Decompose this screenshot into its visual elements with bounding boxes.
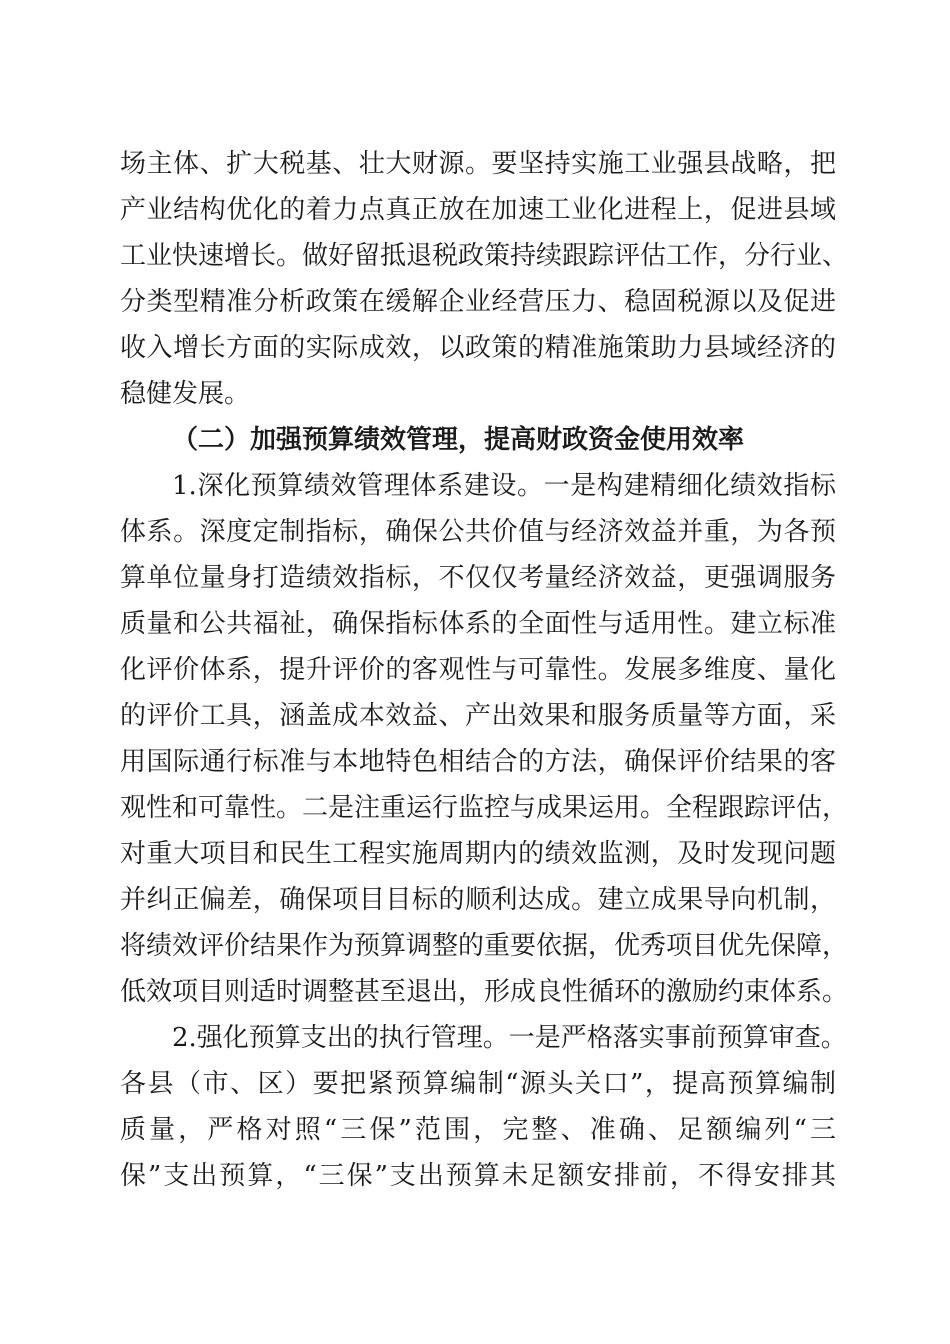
paragraph-line: 低效项目则适时调整甚至退出，形成良性循环的激励约束体系。	[120, 977, 849, 1007]
paragraph-line: 体系。深度定制指标，确保公共价值与经济效益并重，为各预	[120, 517, 836, 547]
paragraph-line: 各县（市、区）要把紧预算编制“源头关口”，提高预算编制	[120, 1069, 836, 1099]
paragraph-line: 保”支出预算，“三保”支出预算未足额安排前，不得安排其	[120, 1161, 836, 1191]
paragraph-line: 对重大项目和民生工程实施周期内的绩效监测，及时发现问题	[120, 839, 836, 869]
paragraph-line: 的评价工具，涵盖成本效益、产出效果和服务质量等方面，采	[120, 701, 836, 731]
paragraph-line: 1.深化预算绩效管理体系建设。一是构建精细化绩效指标	[172, 471, 836, 501]
section-heading: （二）加强预算绩效管理，提高财政资金使用效率	[172, 425, 745, 455]
paragraph-line: 2.强化预算支出的执行管理。一是严格落实事前预算审查。	[172, 1023, 847, 1053]
paragraph-line: 质量，严格对照“三保”范围，完整、准确、足额编列“三	[120, 1115, 836, 1145]
paragraph-line: 观性和可靠性。二是注重运行监控与成果运用。全程跟踪评估，	[120, 793, 849, 823]
paragraph-line: 分类型精准分析政策在缓解企业经营压力、稳固税源以及促进	[120, 287, 836, 317]
paragraph-line: 并纠正偏差，确保项目目标的顺利达成。建立成果导向机制，	[120, 885, 836, 915]
paragraph-line: 场主体、扩大税基、壮大财源。要坚持实施工业强县战略，把	[120, 149, 836, 179]
paragraph-line: 产业结构优化的着力点真正放在加速工业化进程上，促进县域	[120, 195, 836, 225]
paragraph-line: 工业快速增长。做好留抵退税政策持续跟踪评估工作，分行业、	[120, 241, 849, 271]
paragraph-line: 用国际通行标准与本地特色相结合的方法，确保评价结果的客	[120, 747, 836, 777]
paragraph-line: 化评价体系，提升评价的客观性与可靠性。发展多维度、量化	[120, 655, 836, 685]
paragraph-line: 算单位量身打造绩效指标，不仅仅考量经济效益，更强调服务	[120, 563, 836, 593]
paragraph-line: 稳健发展。	[120, 379, 251, 409]
paragraph-line: 收入增长方面的实际成效，以政策的精准施策助力县域经济的	[120, 333, 836, 363]
paragraph-line: 质量和公共福祉，确保指标体系的全面性与适用性。建立标准	[120, 609, 836, 639]
paragraph-line: 将绩效评价结果作为预算调整的重要依据，优秀项目优先保障，	[120, 931, 849, 961]
